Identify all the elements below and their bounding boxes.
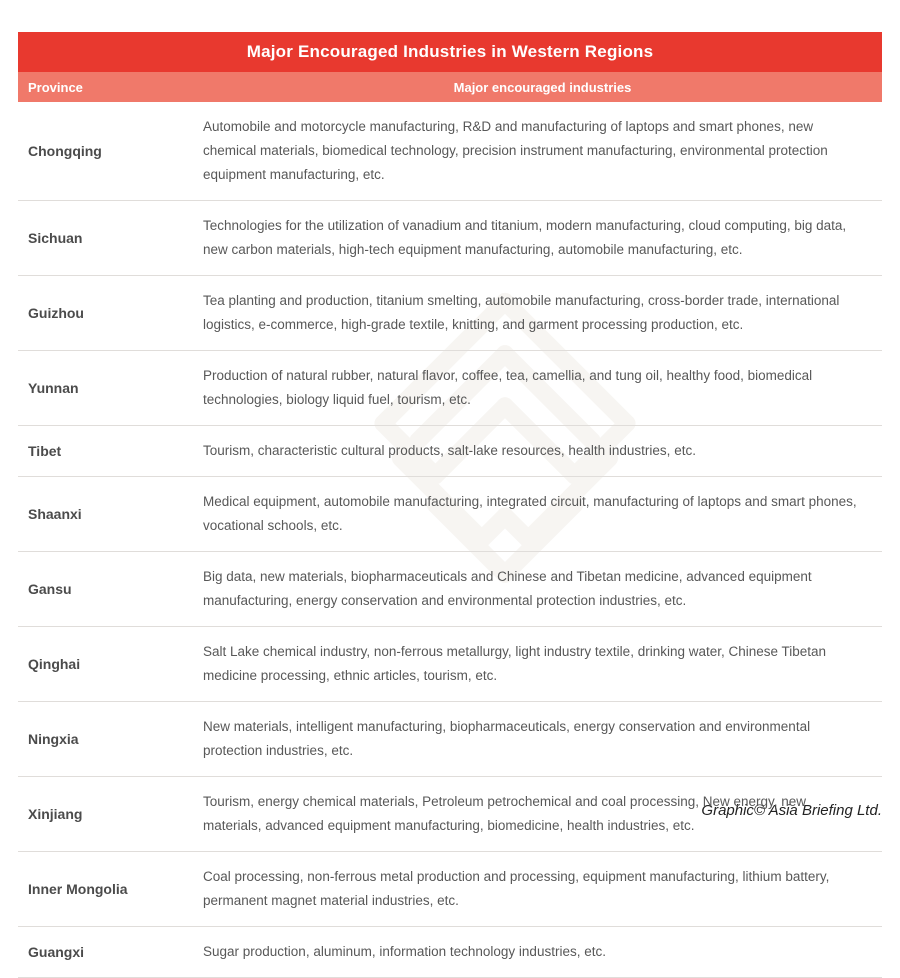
table-body xyxy=(18,102,882,978)
province-cell: Ningxia xyxy=(28,731,79,747)
industries-cell: Coal processing, non-ferrous metal production and processing, equipment manufacturing, lithium battery, permanent magnet material industries, etc. xyxy=(203,869,830,908)
table-row-inner-mongolia xyxy=(18,852,882,927)
table-row-chongqing xyxy=(18,102,882,201)
table-row-yunnan xyxy=(18,351,882,426)
industries-cell: Technologies for the utilization of vanadium and titanium, modern manufacturing, cloud computing, big data, new carbon materials, high-tech equipment manufacturing, automobile manufacturing, etc. xyxy=(203,218,847,257)
industries-cell: Big data, new materials, biopharmaceuticals and Chinese and Tibetan medicine, advanced equipment manufacturing, energy conservation and environmental protection industries, etc. xyxy=(203,569,812,608)
graphic-credit: Graphic© Asia Briefing Ltd. xyxy=(701,802,882,819)
province-cell: Yunnan xyxy=(28,380,79,396)
encouraged-industries-table xyxy=(18,32,882,978)
table-row-guangxi xyxy=(18,927,882,978)
table-row-tibet xyxy=(18,426,882,477)
province-cell: Xinjiang xyxy=(28,806,83,822)
industries-cell: New materials, intelligent manufacturing, biopharmaceuticals, energy conservation and environmental protection industries, etc. xyxy=(203,719,811,758)
table-row-sichuan xyxy=(18,201,882,276)
industries-cell: Medical equipment, automobile manufacturing, integrated circuit, manufacturing of laptops and smart phones, vocational schools, etc. xyxy=(203,494,857,533)
industries-cell: Production of natural rubber, natural flavor, coffee, tea, camellia, and tung oil, healthy food, biomedical technologies, biology liquid fuel, tourism, etc. xyxy=(203,368,813,407)
province-cell: Guizhou xyxy=(28,305,84,321)
industries-cell: Automobile and motorcycle manufacturing, R&D and manufacturing of laptops and smart phones, new chemical materials, biomedical technology, precision instrument manufacturing, environmental protection equipment manufacturing, etc. xyxy=(203,119,828,182)
table-row-shaanxi xyxy=(18,477,882,552)
province-cell: Inner Mongolia xyxy=(28,881,128,897)
table-row-gansu xyxy=(18,552,882,627)
table-row-qinghai xyxy=(18,627,882,702)
industries-cell: Salt Lake chemical industry, non-ferrous metallurgy, light industry textile, drinking water, Chinese Tibetan medicine processing, ethnic articles, tourism, etc. xyxy=(203,644,827,683)
column-header-province: Province xyxy=(28,79,83,95)
province-cell: Guangxi xyxy=(28,944,85,960)
table-column-header-row xyxy=(18,72,882,102)
province-cell: Gansu xyxy=(28,581,72,597)
province-cell: Shaanxi xyxy=(28,506,82,522)
table-row-guizhou xyxy=(18,276,882,351)
table-row-ningxia xyxy=(18,702,882,777)
industries-cell: Sugar production, aluminum, information technology industries, etc. xyxy=(203,944,606,959)
table-title: Major Encouraged Industries in Western Regions xyxy=(18,32,882,72)
province-cell: Chongqing xyxy=(28,143,102,159)
column-header-industries: Major encouraged industries xyxy=(453,79,632,95)
industries-cell: Tea planting and production, titanium smelting, automobile manufacturing, cross-border trade, international logistics, e-commerce, high-grade textile, knitting, and garment processing production, etc. xyxy=(203,293,840,332)
province-cell: Sichuan xyxy=(28,230,83,246)
table-row-xinjiang xyxy=(18,777,882,852)
province-cell: Tibet xyxy=(28,443,62,459)
industries-cell: Tourism, characteristic cultural products, salt-lake resources, health industries, etc. xyxy=(203,443,696,458)
industries-cell: Tourism, energy chemical materials, Petroleum petrochemical and coal processing, New energy, new materials, advanced equipment manufacturing, biomedicine, health industries, etc. xyxy=(203,794,807,833)
province-cell: Qinghai xyxy=(28,656,81,672)
